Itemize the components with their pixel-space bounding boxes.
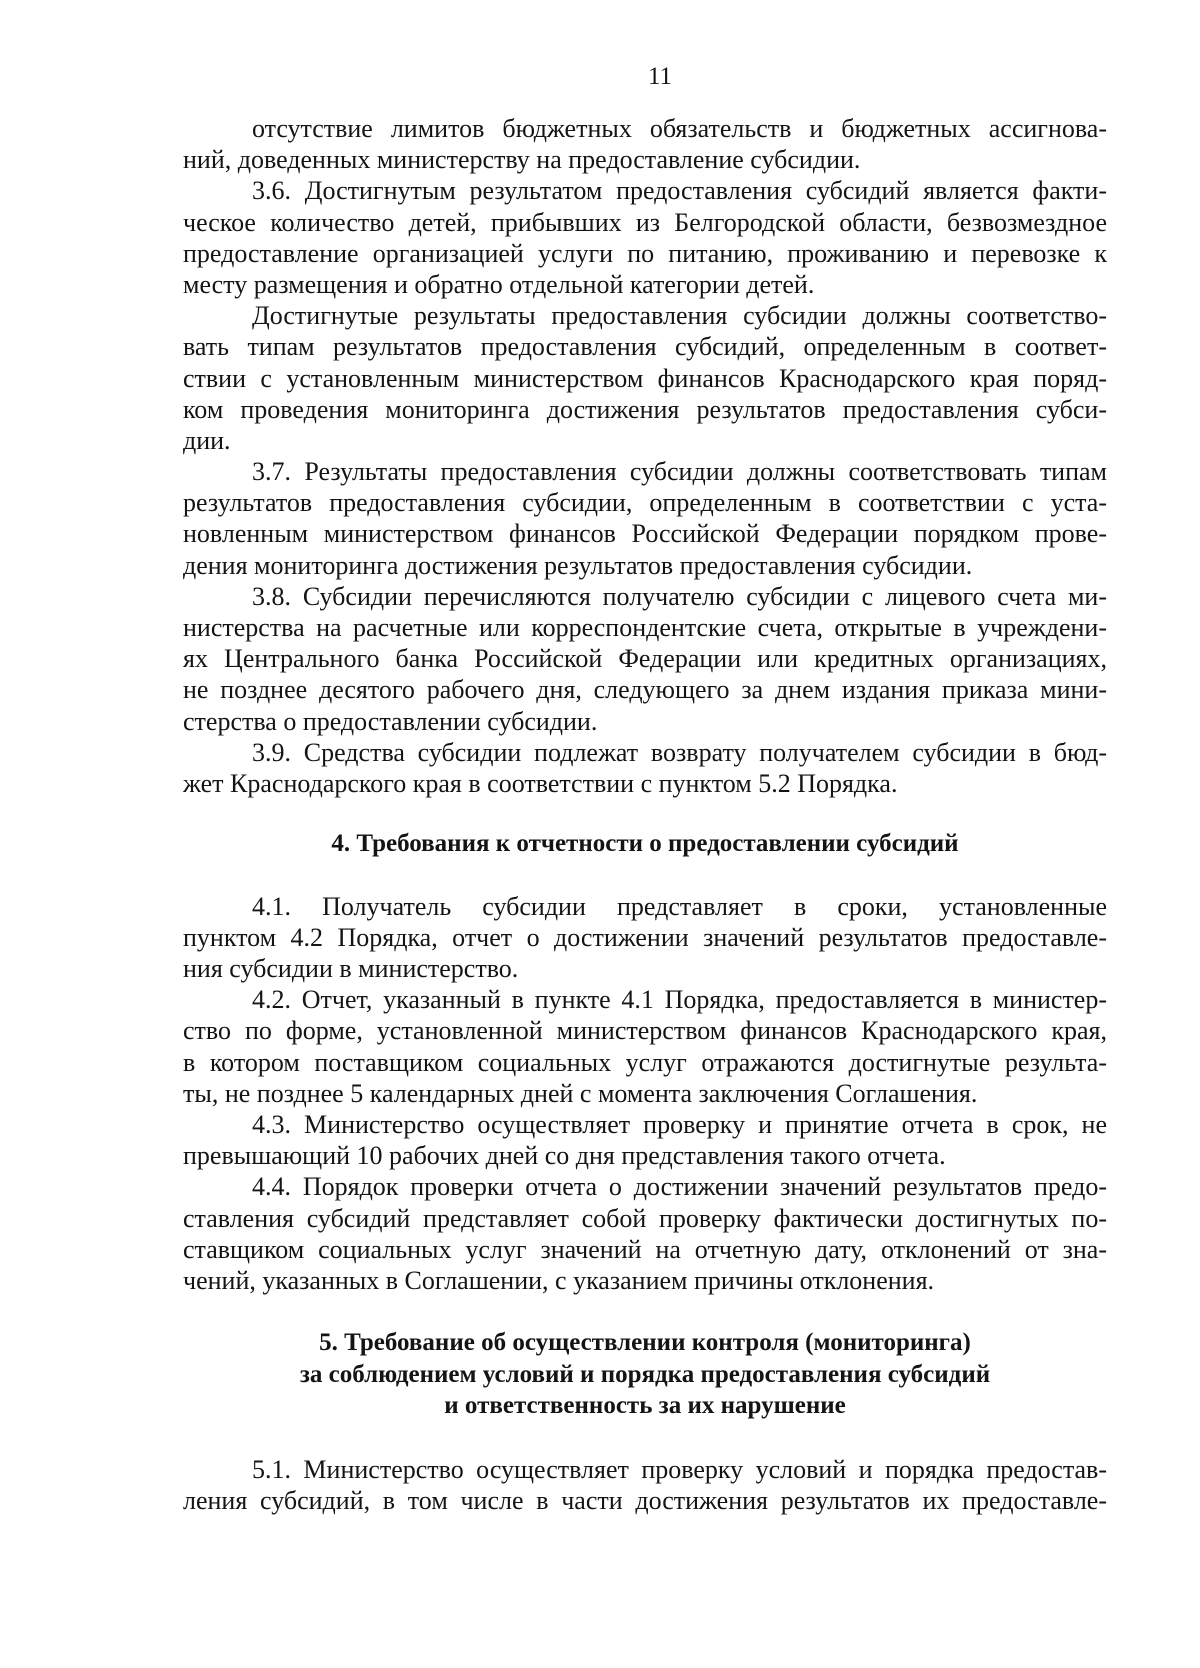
heading-line: за соблюдением условий и порядка предоставления субсидий <box>299 1360 991 1388</box>
text-line: ствии с установленным министерством финансов Краснодарского края поряд- <box>183 363 1107 393</box>
text-line: Достигнутые результаты предоставления субсидии должны соответство- <box>252 301 1107 331</box>
heading-line: и ответственность за их нарушение <box>444 1392 846 1420</box>
text-line: ний, доведенных министерству на предоставление субсидии. <box>183 145 861 175</box>
paragraphs-section-5 <box>183 1454 1107 1516</box>
paragraphs-section-3 <box>183 113 1107 799</box>
paragraph-p43 <box>183 1109 1107 1171</box>
text-line: 4.2. Отчет, указанный в пункте 4.1 Порядка, предоставляется в министер- <box>252 985 1107 1015</box>
text-line: 4.3. Министерство осуществляет проверку и принятие отчета в срок, не <box>252 1109 1107 1139</box>
text-line: 3.6. Достигнутым результатом предоставления субсидий является факти- <box>252 176 1107 206</box>
section-5-heading <box>183 1327 1107 1422</box>
text-line: 4.4. Порядок проверки отчета о достижении значений результатов предо- <box>252 1172 1107 1202</box>
text-line: ях Центрального банка Российской Федерации или кредитных организациях, <box>183 644 1107 674</box>
paragraph-p44 <box>183 1171 1107 1296</box>
text-line: ты, не позднее 5 календарных дней с момента заключения Соглашения. <box>183 1078 978 1108</box>
text-line: жет Краснодарского края в соответствии с пунктом 5.2 Порядка. <box>183 768 898 798</box>
paragraph-p38 <box>183 581 1107 737</box>
paragraph-p39 <box>183 737 1107 799</box>
text-line: ставщиком социальных услуг значений на отчетную дату, отклонений от зна- <box>183 1234 1107 1264</box>
text-line: новленным министерством финансов Российской Федерации порядком прове- <box>183 519 1107 549</box>
paragraph-p36 <box>183 175 1107 300</box>
text-line: не позднее десятого рабочего дня, следующего за днем издания приказа мини- <box>183 675 1107 705</box>
text-line: ство по форме, установленной министерством финансов Краснодарского края, <box>183 1016 1107 1046</box>
text-line: ления субсидий, в том числе в части достижения результатов их предоставле- <box>183 1485 1107 1515</box>
heading-line: 5. Требование об осуществлении контроля (мониторинга) <box>319 1329 971 1357</box>
text-line: нистерства на расчетные или корреспондентские счета, открытые в учреждени- <box>183 613 1107 642</box>
document-body <box>183 113 1107 1516</box>
text-line: дии. <box>183 425 231 455</box>
paragraph-p51 <box>183 1454 1107 1516</box>
text-line: в котором поставщиком социальных услуг отражаются достигнутые результа- <box>183 1047 1107 1077</box>
text-line: ком проведения мониторинга достижения результатов предоставления субси- <box>183 394 1107 424</box>
text-line: ческое количество детей, прибывших из Белгородской области, безвозмездное <box>183 207 1107 237</box>
text-line: предоставление организацией услуги по питанию, проживанию и перевозке к <box>183 238 1107 268</box>
text-line: превышающий 10 рабочих дней со дня представления такого отчета. <box>183 1141 946 1171</box>
text-line: дения мониторинга достижения результатов предоставления субсидии. <box>183 550 973 580</box>
text-line: 3.8. Субсидии перечисляются получателю субсидии с лицевого счета ми- <box>252 581 1107 611</box>
text-line: отсутствие лимитов бюджетных обязательств и бюджетных ассигнова- <box>252 114 1107 143</box>
text-line: ния субсидии в министерство. <box>183 954 519 983</box>
text-line: чений, указанных в Соглашении, с указанием причины отклонения. <box>183 1265 935 1295</box>
paragraph-p37 <box>183 456 1107 581</box>
paragraphs-section-4 <box>183 891 1107 1296</box>
paragraph-p41 <box>183 891 1107 985</box>
paragraph-p42 <box>183 984 1107 1109</box>
text-line: месту размещения и обратно отдельной категории детей. <box>183 269 815 299</box>
text-line: 5.1. Министерство осуществляет проверку условий и порядка предостав- <box>252 1454 1107 1484</box>
text-line: вать типам результатов предоставления субсидий, определенным в соответ- <box>183 332 1107 362</box>
text-line: ставления субсидий представляет собой проверку фактически достигнутых по- <box>183 1203 1107 1233</box>
heading-line: 4. Требования к отчетности о предоставлении субсидий <box>331 830 959 858</box>
section-4-heading <box>183 828 1107 860</box>
text-line: стерства о предоставлении субсидии. <box>183 706 598 736</box>
paragraph-p0 <box>183 113 1107 175</box>
text-line: 4.1. Получатель субсидии представляет в сроки, установленные <box>252 891 1107 921</box>
text-line: 3.9. Средства субсидии подлежат возврату получателем субсидии в бюд- <box>252 737 1107 767</box>
text-line: пунктом 4.2 Порядка, отчет о достижении значений результатов предоставле- <box>183 922 1107 952</box>
page-number <box>60 62 1200 92</box>
text-line: результатов предоставления субсидии, определенным в соответствии с уста- <box>183 488 1107 518</box>
paragraph-p36b <box>183 300 1107 456</box>
page-number-text: 11 <box>647 63 673 90</box>
text-line: 3.7. Результаты предоставления субсидии должны соответствовать типам <box>252 457 1107 487</box>
